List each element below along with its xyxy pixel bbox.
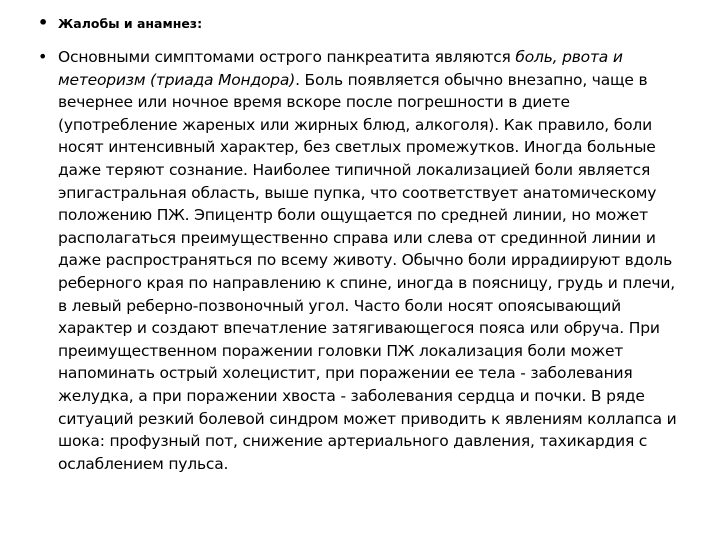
paragraph-lead: Основными симптомами острого панкреатита являются — [58, 48, 516, 66]
bullet-list — [38, 14, 688, 475]
heading-bullet — [38, 14, 688, 34]
paragraph-italic: боль, рвота и метеоризм (триада Мондора) — [58, 48, 623, 89]
heading-text: Жалобы и анамнез: — [58, 16, 203, 31]
paragraph-rest: . Боль появляется обычно внезапно, чаще в вечернее или ночное время вскоре после погрешности в диете (употребление жареных или жирных блюд, алкоголя). Как правило, боли носят интенсивный характер, без светлых промежутков. Иногда больные даже теряют сознание. Наиболее типичной локализацией боли является эпигастральная область, выше пупка, что соответствует анатомическому положению ПЖ. Эпицентр боли ощущается по средней линии, но может располагаться преимущественно справа или слева от срединной линии и даже распространяться по всему животу. Обычно боли иррадиируют вдоль реберного края по направлению к спине, иногда в поясницу, грудь и плечи, в левый реберно-позвоночный угол. Часто боли носят опоясывающий характер и создают впечатление затягивающегося пояса или обруча. При преимущественном поражении головки ПЖ локализация боли может напоминать острый холецистит, при поражении ее тела - заболевания желудка, а при поражении хвоста - заболевания сердца и почки. В ряде ситуаций резкий болевой синдром может приводить к явлениям коллапса и шока: профузный пот, снижение артериального давления, тахикардия с ослаблением пульса. — [58, 70, 677, 473]
body-bullet — [38, 46, 688, 475]
bullet-dot-icon: • — [38, 47, 48, 66]
bullet-dot-icon: • — [38, 13, 49, 32]
